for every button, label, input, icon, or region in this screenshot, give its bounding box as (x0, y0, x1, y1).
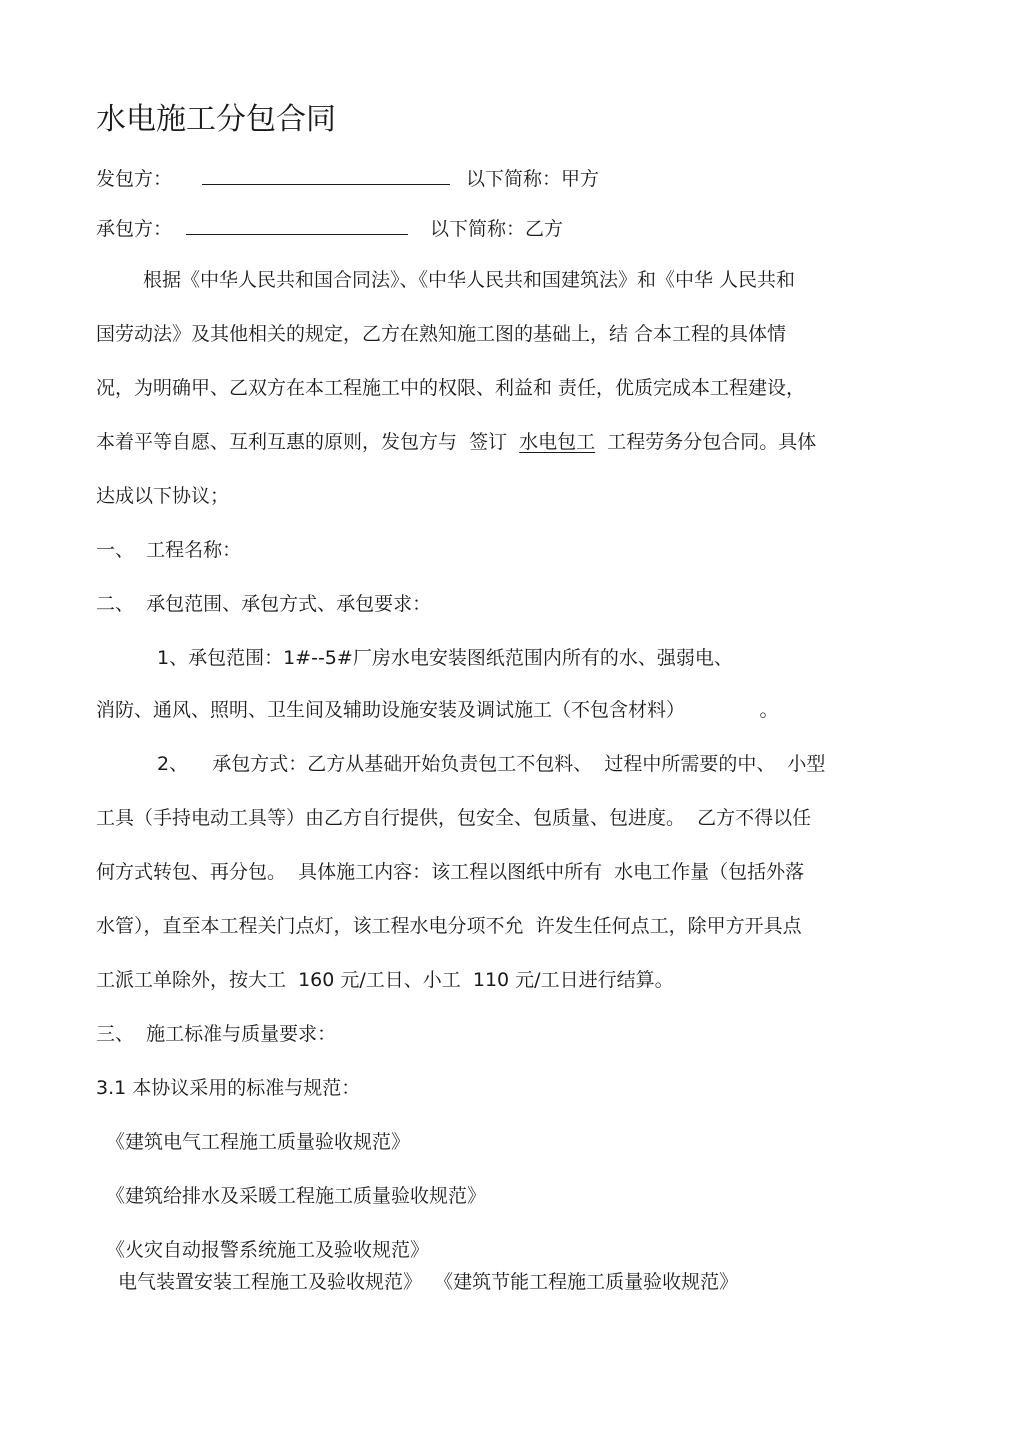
clause-3-1: 3.1 本协议采用的标准与规范： (96, 1077, 361, 1099)
party-a-blank (202, 166, 450, 185)
section-2-heading: 二、 承包范围、承包方式、承包要求： (96, 593, 432, 615)
item-2-line-5: 工派工单除外，按大工 160 元/工日、小工 110 元/工日进行结算。 (96, 969, 674, 991)
item-1-line-2-end: 。 (759, 699, 779, 721)
section-1-heading: 一、 工程名称： (96, 539, 242, 561)
party-a-line (96, 166, 599, 191)
item-2-line-1: 2、 承包方式：乙方从基础开始负责包工不包料、 过程中所需要的中、 小型 (157, 753, 826, 775)
party-b-label: 承包方： (96, 218, 173, 240)
preamble-line-1: 根据《中华人民共和国合同法》、《中华人民共和国建筑法》和《中华 人民共和 (143, 269, 796, 291)
standard-1: 《建筑电气工程施工质量验收规范》 (106, 1131, 411, 1153)
contract-type-underlined: 水电包工 (519, 431, 596, 453)
preamble-line-5: 达成以下协议； (96, 485, 230, 507)
party-b-alias: 以下简称：乙方 (430, 218, 564, 240)
item-1-line-1: 1、承包范围：1#--5#厂房水电安装图纸范围内所有的水、强弱电、 (157, 647, 733, 669)
section-3-heading: 三、 施工标准与质量要求： (96, 1023, 337, 1045)
party-a-label: 发包方： (96, 168, 173, 190)
party-b-line (96, 216, 563, 241)
standard-2: 《建筑给排水及采暖工程施工质量验收规范》 (106, 1185, 487, 1207)
standard-3: 《火灾自动报警系统施工及验收规范》 (106, 1239, 430, 1261)
item-2-line-2: 工具（手持电动工具等）由乙方自行提供，包安全、包质量、包进度。 乙方不得以任 (96, 807, 812, 829)
preamble-line-2: 国劳动法》及其他相关的规定，乙方在熟知施工图的基础上，结 合本工程的具体情 (96, 323, 787, 345)
preamble-line-4-pre: 本着平等自愿、互利互惠的原则，发包方与 签订 (96, 431, 520, 453)
item-2-line-3: 何方式转包、再分包。 具体施工内容：该工程以图纸中所有 水电工作量（包括外落 (96, 861, 805, 883)
item-2-line-4: 水管），直至本工程关门点灯，该工程水电分项不允 许发生任何点工，除甲方开具点 (96, 915, 802, 937)
item-1-line-2-text: 消防、通风、照明、卫生间及辅助设施安装及调试施工（不包含材料） (96, 699, 676, 721)
party-a-alias: 以下简称：甲方 (466, 168, 600, 190)
preamble-line-3: 况，为明确甲、乙双方在本工程施工中的权限、利益和 责任，优质完成本工程建设， (96, 377, 806, 399)
preamble-line-4-post: 工程劳务分包合同。具体 (595, 431, 817, 453)
preamble-line-4 (96, 430, 816, 454)
item-1-line-2 (96, 698, 779, 722)
party-b-blank (186, 216, 408, 235)
document-title: 水电施工分包合同 (96, 102, 336, 137)
standard-4: 电气装置安装工程施工及验收规范》 《建筑节能工程施工质量验收规范》 (118, 1271, 739, 1293)
